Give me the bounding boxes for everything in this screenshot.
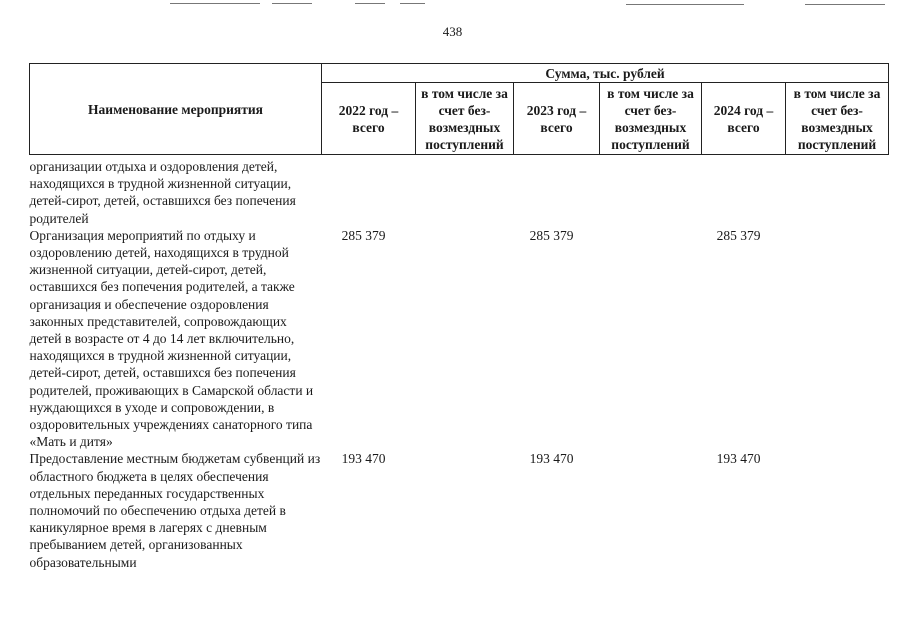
row-value-2023-grants [600, 227, 702, 451]
scan-artifact-line [170, 3, 260, 4]
row-name: организации отдыха и оздоровления детей, находящихся в трудной жизненной ситуации, детей-сирот, детей, оставшихся без попечения родителей [29, 159, 296, 226]
header-2023-grants: в том числе за счет без-возмездных поступлений [600, 83, 702, 155]
table-row [30, 450, 889, 570]
header-sum-group: Сумма, тыс. рублей [322, 64, 889, 83]
row-value-2022: 285 379 [341, 227, 386, 243]
row-value-2023-grants [600, 155, 702, 227]
header-name-column: Наименование мероприятия [30, 64, 322, 155]
row-value-2024 [702, 155, 786, 227]
row-value-2022-grants [416, 450, 514, 570]
row-value-2023 [514, 155, 600, 227]
row-value-2024-grants [786, 450, 889, 570]
header-2024-grants: в том числе за счет без-возмездных поступлений [786, 83, 889, 155]
header-2022-grants: в том числе за счет без-возмездных поступлений [416, 83, 514, 155]
scan-artifact-line [355, 3, 385, 4]
budget-table [29, 63, 889, 571]
scan-artifact-line [805, 4, 885, 5]
scan-artifact-line [400, 3, 425, 4]
row-value-2024: 285 379 [716, 227, 761, 243]
page-number: 438 [442, 24, 463, 39]
row-name: Предоставление местным бюджетам субвенций из областного бюджета в целях обеспечения отдельных переданных государственных полномочий по обеспечению отдыха детей в каникулярное время в лагерях с дневным пребыванием детей, организованных образовательными [29, 451, 321, 570]
header-2022-total: 2022 год – всего [322, 83, 416, 155]
row-value-2022: 193 470 [341, 451, 386, 467]
scan-artifact-line [272, 3, 312, 4]
row-value-2024: 193 470 [716, 451, 761, 467]
row-value-2024-grants [786, 227, 889, 451]
row-value-2022 [322, 155, 416, 227]
row-value-2023: 193 470 [529, 451, 574, 467]
scan-artifact-line [626, 4, 744, 5]
table-row [30, 155, 889, 227]
row-value-2022-grants [416, 155, 514, 227]
header-2024-total: 2024 год – всего [702, 83, 786, 155]
table-header [30, 64, 889, 155]
row-value-2023-grants [600, 450, 702, 570]
header-2023-total: 2023 год – всего [514, 83, 600, 155]
row-name: Организация мероприятий по отдыху и оздоровлению детей, находящихся в трудной жизненной ситуации, детей-сирот, детей, оставшихся без попечения родителей, а также организация и обеспечение оздоровления законных представителей, сопровождающих детей в возрасте от 4 до 14 лет включительно, находящихся в трудной жизненной ситуации, детей-сирот, детей, оставшихся без попечения родителей, проживающих в Самарской области и нуждающихся в уходе и сопровождении, в оздоровительных учреждениях санаторного типа «Мать и дитя» [29, 227, 314, 450]
table-row [30, 227, 889, 451]
row-value-2023: 285 379 [529, 227, 574, 243]
row-value-2022-grants [416, 227, 514, 451]
row-value-2024-grants [786, 155, 889, 227]
